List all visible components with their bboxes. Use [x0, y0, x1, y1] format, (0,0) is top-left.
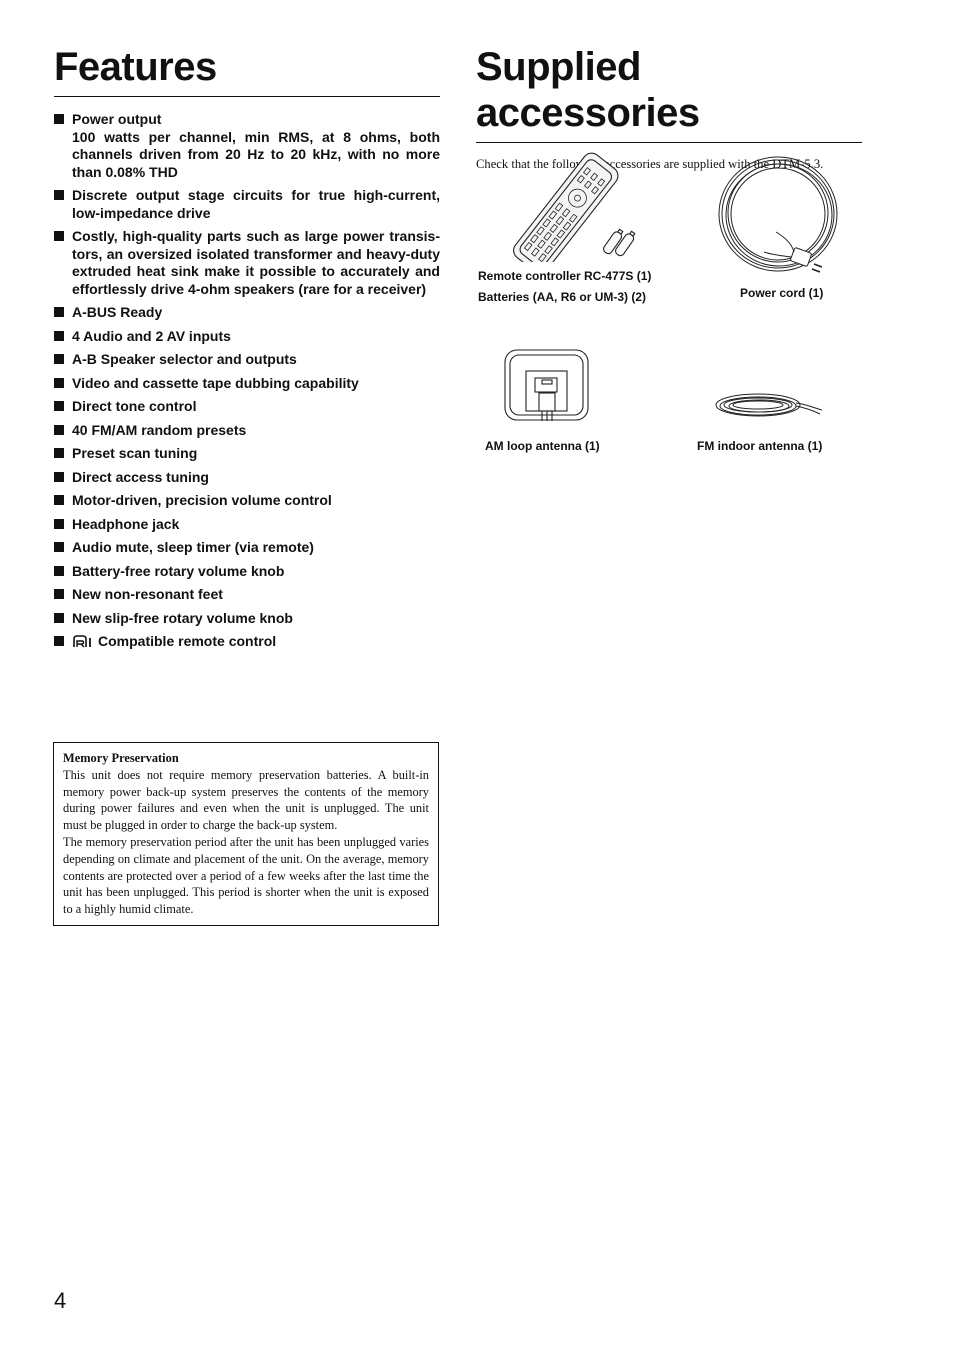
feature-item	[54, 445, 440, 463]
power-cord-icon	[719, 157, 837, 272]
feature-item-label: Direct tone control	[72, 398, 197, 414]
am-loop-antenna-label: AM loop antenna (1)	[485, 439, 600, 453]
feature-item	[54, 563, 440, 581]
bullet-square-icon	[54, 566, 64, 576]
feature-item	[54, 422, 440, 440]
bullet-square-icon	[54, 589, 64, 599]
bullet-square-icon	[54, 472, 64, 482]
accessories-heading: Supplied accessories	[476, 44, 862, 143]
feature-item	[54, 516, 440, 534]
feature-item	[54, 469, 440, 487]
feature-item	[54, 304, 440, 322]
fm-indoor-antenna-illustration	[712, 388, 824, 424]
feature-item	[54, 586, 440, 604]
bullet-square-icon	[54, 307, 64, 317]
feature-item-label: Preset scan tuning	[72, 445, 198, 461]
am-loop-antenna-icon	[505, 350, 588, 421]
feature-item-label: A-B Speaker selector and outputs	[72, 351, 297, 367]
feature-item-label: Headphone jack	[72, 515, 180, 532]
feature-item	[54, 610, 440, 628]
ri-logo-icon	[72, 635, 94, 648]
feature-item-label: 40 FM/AM random presets	[72, 421, 247, 438]
feature-item-label: Compatible remote control	[98, 633, 277, 649]
feature-item-label: A-BUS Ready	[72, 304, 163, 320]
feature-item	[54, 398, 440, 416]
feature-item-label: 4 Audio and 2 AV inputs	[72, 327, 231, 344]
feature-item-label: Video and cassette tape dubbing capability	[72, 374, 359, 391]
accessories-intro: Check that the following accessories are supplied with the DTM-5.3.	[476, 157, 824, 171]
fm-indoor-antenna-icon	[716, 394, 822, 416]
feature-item-detail: 100 watts per channel, min RMS, at 8 ohms, both channels driven from 20 Hz to 20 kHz, with no more than 0.08% THD	[72, 128, 440, 180]
bullet-square-icon	[54, 495, 64, 505]
page-number: 4	[54, 1288, 67, 1313]
bullet-square-icon	[54, 354, 64, 364]
feature-item-label: Audio mute, sleep timer (via remote)	[72, 539, 314, 555]
bullet-square-icon	[54, 331, 64, 341]
bullet-square-icon	[54, 519, 64, 529]
memory-preservation-paragraph-1: This unit does not require memory preservation batteries. A built-in memory power back-up system preserves the contents of the memory during power failures and even when the unit is unplugged. The unit must be plugged in order to charge the back-up system.	[63, 767, 429, 833]
memory-preservation-title: Memory Preservation	[63, 751, 179, 765]
feature-item-label: Power output	[72, 111, 162, 127]
bullet-square-icon	[54, 542, 64, 552]
power-cord-illustration	[716, 152, 842, 280]
remote-controller-illustration	[506, 152, 642, 262]
bullet-square-icon	[54, 425, 64, 435]
bullet-square-icon	[54, 190, 64, 200]
feature-item	[54, 111, 440, 181]
am-loop-antenna-illustration	[504, 349, 590, 427]
power-cord-label: Power cord (1)	[740, 286, 824, 300]
feature-item	[54, 328, 440, 346]
batteries-label: Batteries (AA, R6 or UM-3) (2)	[478, 290, 647, 304]
feature-item	[54, 187, 440, 222]
feature-item	[54, 539, 440, 557]
feature-item-label: Motor-driven, precision volume control	[72, 492, 332, 508]
bullet-square-icon	[54, 636, 64, 646]
feature-item-label: Costly, high-quality parts such as large power transis-tors, an oversized isolated transformer and heavy-duty extruded heat sink make it possible to accurately and effortlessly drive 4-ohm speakers (rare for a receiver)	[72, 228, 440, 297]
feature-item	[54, 492, 440, 510]
memory-preservation-box	[53, 742, 439, 926]
features-heading: Features	[54, 44, 440, 97]
bullet-square-icon	[54, 378, 64, 388]
feature-item	[54, 228, 440, 298]
feature-item	[54, 633, 440, 651]
bullet-square-icon	[54, 114, 64, 124]
feature-item	[54, 375, 440, 393]
bullet-square-icon	[54, 231, 64, 241]
feature-item-label: Battery-free rotary volume knob	[72, 562, 285, 579]
remote-controller-label: Remote controller RC-477S (1)	[478, 269, 652, 283]
batteries-icon	[602, 228, 637, 257]
bullet-square-icon	[54, 401, 64, 411]
feature-item-label: Direct access tuning	[72, 468, 209, 485]
feature-item-label: New non-resonant feet	[72, 586, 223, 602]
memory-preservation-paragraph-2: The memory preservation period after the unit has been unplugged varies depending on climate and placement of the unit. On the average, memory contents are protected over a period of a few weeks after the last time the unit has been unplugged. This period is shorter when the unit is exposed to a highly humid climate.	[63, 834, 429, 917]
bullet-square-icon	[54, 613, 64, 623]
fm-indoor-antenna-label: FM indoor antenna (1)	[697, 439, 823, 453]
features-section	[54, 44, 440, 657]
feature-item-label: New slip-free rotary volume knob	[72, 609, 293, 626]
feature-item-label: Discrete output stage circuits for true high-current, low-impedance drive	[72, 187, 440, 221]
bullet-square-icon	[54, 448, 64, 458]
features-list	[54, 111, 440, 651]
feature-item	[54, 351, 440, 369]
